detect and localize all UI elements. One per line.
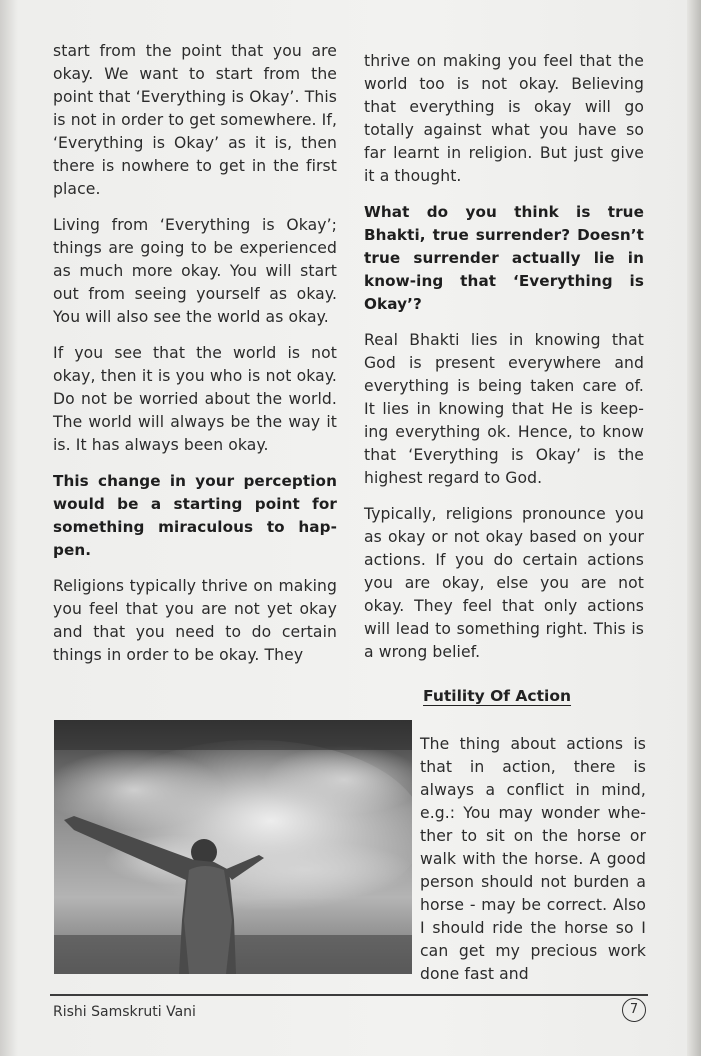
left-paragraph-3: If you see that the world is not okay, then it is you who is not okay. Do not be worried about the world. The world will always be the way it is. It has always been okay. [53,344,337,454]
right-text-column [364,50,644,677]
left-paragraph-5: Religions typically thrive on making you feel that you are not yet okay and that you need to do certain things in order to be okay. They [53,577,337,664]
photo-illustration [54,720,412,974]
left-bold-paragraph: This change in your perception would be a starting point for something miraculous to hap-pen. [53,472,337,559]
bottom-right-paragraph: The thing about actions is that in action, there is always a conflict in mind, e.g.: You may wonder whe-ther to sit on the horse or walk with the horse. A good person should not burden a horse - may be correct. Also I should ride the horse so I can get my precious work done fast and [420,735,646,983]
publication-name: Rishi Samskruti Vani [53,1004,196,1020]
right-paragraph-3: Real Bhakti lies in knowing that God is present everywhere and everything is being taken care of. It lies in knowing that He is keep-ing everything ok. Hence, to know that ‘Everything is Okay’ is the highest regard to God. [364,331,644,487]
left-paragraph-2: Living from ‘Everything is Okay’; things are going to be experienced as much more okay. You will start out from seeing yourself as okay. You will also see the world as okay. [53,216,337,326]
man-with-open-arms-photo [54,720,412,974]
footer-divider [50,994,648,996]
right-bold-question: What do you think is true Bhakti, true surrender? Doesn’t true surrender actually lie in know-ing that ‘Everything is Okay’? [364,203,644,313]
right-paragraph-4: Typically, religions pronounce you as okay or not okay based on your actions. If you do certain actions you are okay, else you are not okay. They feel that only actions will lead to something right. This is a wrong belief. [364,505,644,661]
left-paragraph-1: start from the point that you are okay. We want to start from the point that ‘Everything is Okay’. This is not in order to get somewhere. If, ‘Everything is Okay’ as it is, then there is nowhere to get in the first place. [53,42,337,198]
section-heading: Futility Of Action [423,687,572,705]
left-text-column [53,40,337,680]
right-paragraph-1: thrive on making you feel that the world too is not okay. Believing that everything is okay will go totally against what you have so far learnt in religion. But just give it a thought. [364,52,644,185]
bottom-right-text-column [420,733,646,999]
page-number-badge: 7 [622,998,646,1022]
page-binding [687,0,701,1056]
